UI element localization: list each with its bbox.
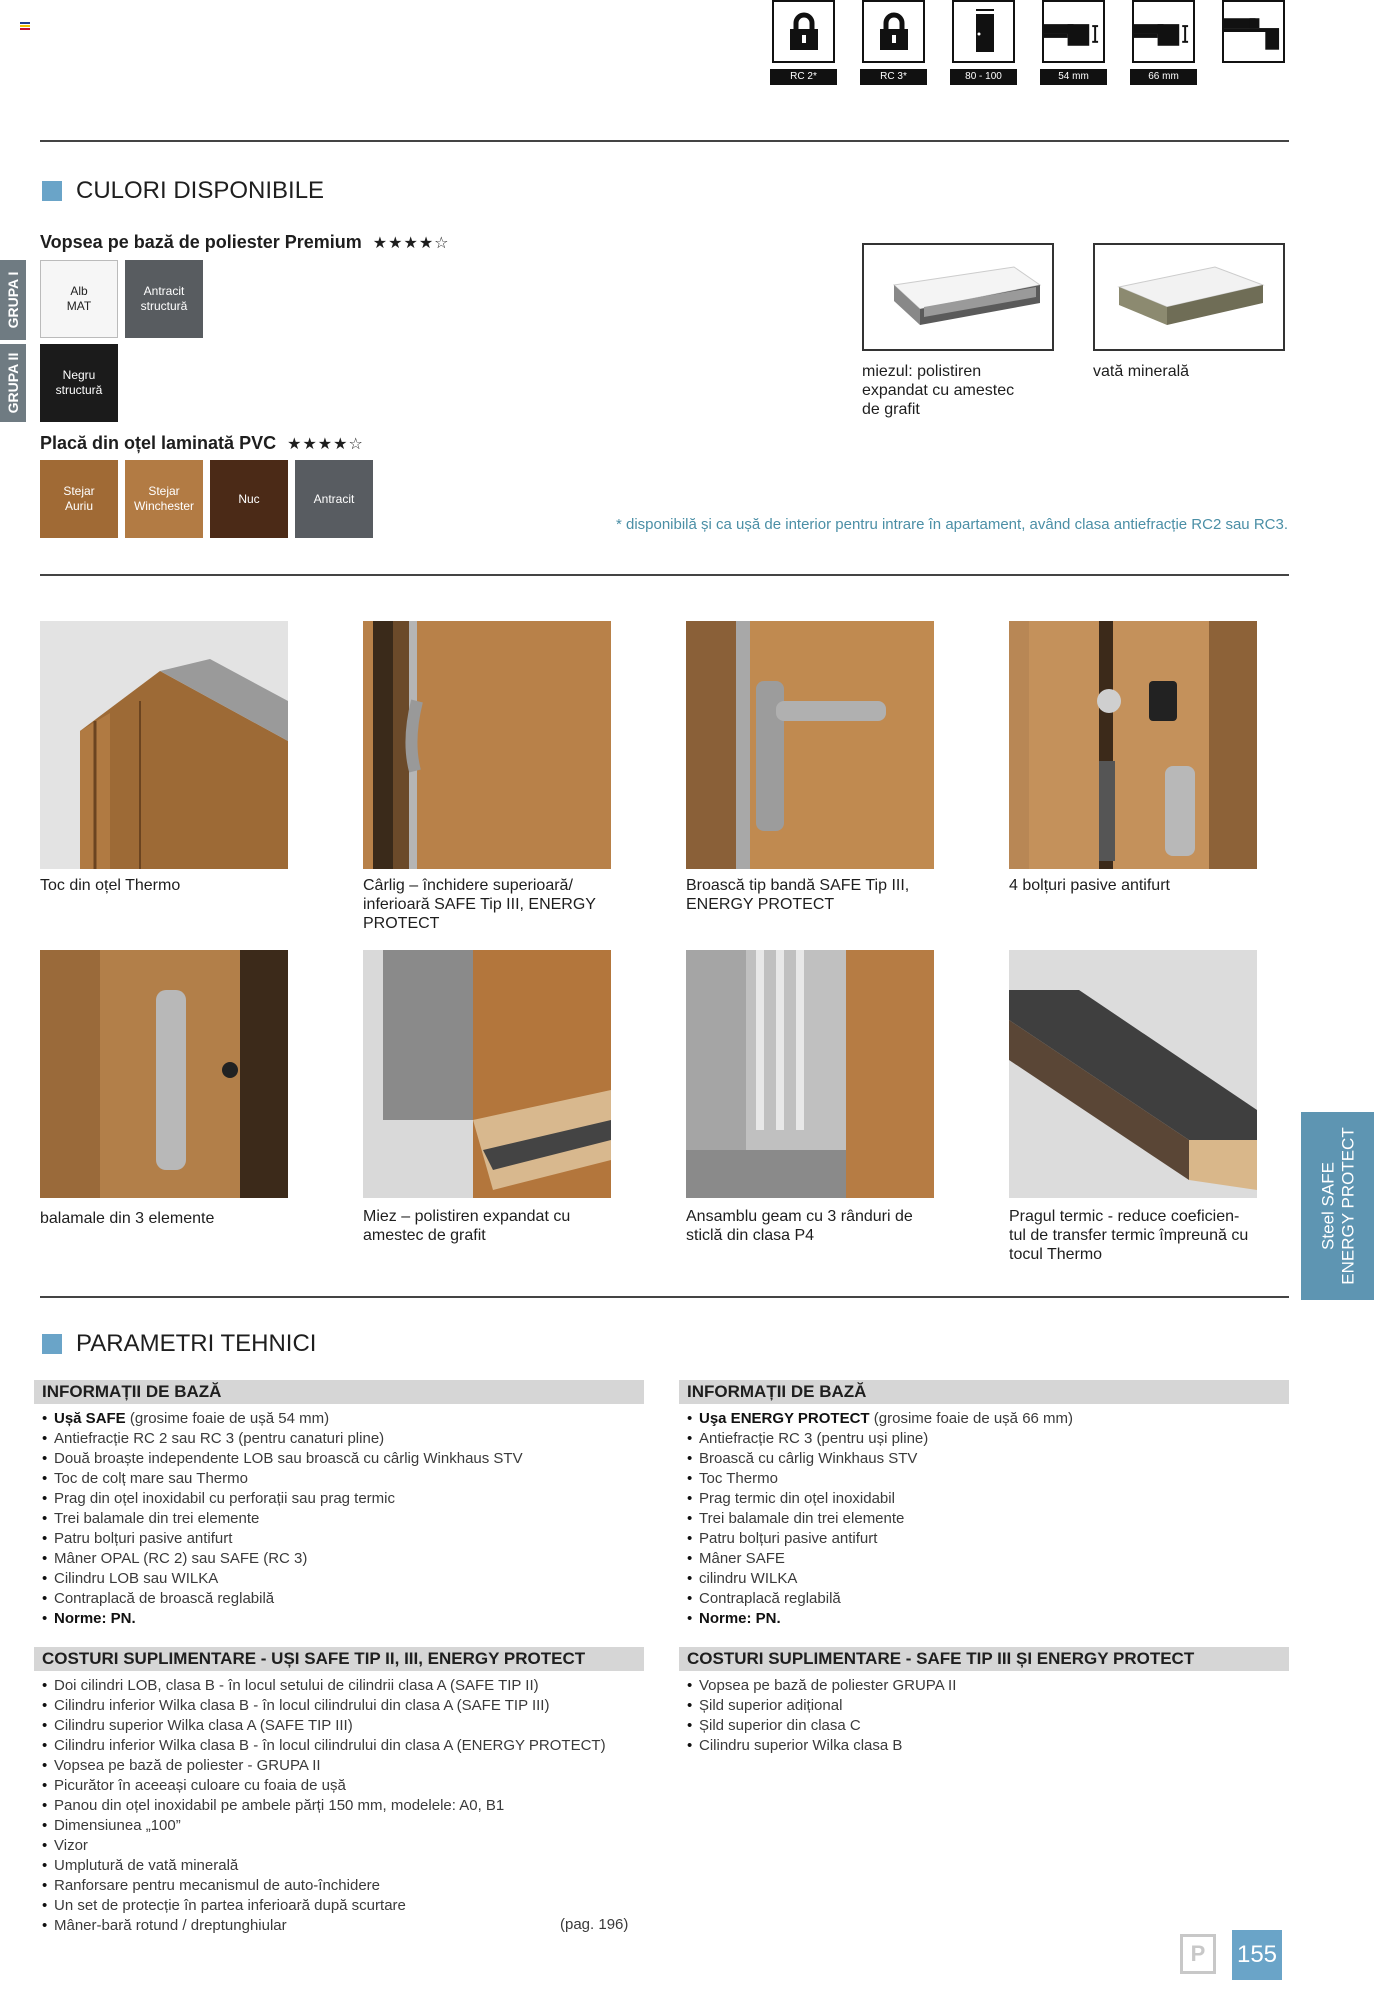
- list-item: • Antiefracție RC 2 sau RC 3 (pentru canaturi pline): [40, 1429, 640, 1449]
- list-item: [40, 1609, 640, 1629]
- feature-caption: Ansamblu geam cu 3 rânduri de sticlă din clasa P4: [686, 1208, 913, 1245]
- pvc-title-text: Placă din oțel laminată PVC: [40, 433, 277, 453]
- core-mineral-wool-image: [1093, 243, 1285, 351]
- feature-caption: Toc din oțel Thermo: [40, 877, 181, 894]
- swatch-stejar-winchester: Stejar Winchester: [125, 460, 203, 538]
- list-item: • Toc Thermo: [685, 1469, 1285, 1489]
- feature-icons-row: [770, 0, 1287, 85]
- list-item: • Mâner-bară rotund / dreptunghiular: [40, 1916, 640, 1936]
- list-item: • Șild superior din clasa C: [685, 1716, 1285, 1736]
- list-item: • Ranforsare pentru mecanismul de auto-închidere: [40, 1876, 640, 1896]
- photo-passive-bolts: [1009, 621, 1257, 869]
- list-item: • Prag din oțel inoxidabil cu perforații sau prag termic: [40, 1489, 640, 1509]
- list-item: • Două broaște independente LOB sau broască cu cârlig Winkhaus STV: [40, 1449, 640, 1469]
- list-item: [40, 1409, 640, 1429]
- feature-caption: 4 bolțuri pasive antifurt: [1009, 877, 1170, 894]
- flag-icon: [20, 22, 30, 30]
- pvc-title: [40, 433, 364, 454]
- swatch-nuc: Nuc: [210, 460, 288, 538]
- feature-caption: Broască tip bandă SAFE Tip III, ENERGY PROTECT: [686, 877, 910, 914]
- divider: [40, 574, 1289, 576]
- colors-title-text: CULORI DISPONIBILE: [76, 177, 325, 204]
- feature-caption: balamale din 3 elemente: [40, 1210, 215, 1227]
- rc3-icon-group: [860, 0, 927, 85]
- list-item: • Un set de protecție în partea inferioară după scurtare: [40, 1896, 640, 1916]
- availability-note: * disponibilă și ca ușă de interior pentru intrare în apartament, având clasa antiefracție RC2 sau RC3.: [615, 516, 1288, 533]
- leaf54-icon-group: [1040, 0, 1107, 85]
- swatch-antracit-structura: Antracit structură: [125, 260, 203, 338]
- list-item: • Patru bolțuri pasive antifurt: [685, 1529, 1285, 1549]
- photo-strip-lock: [686, 621, 934, 869]
- right-info-list: [685, 1409, 1285, 1629]
- list-item-rest: (grosime foaie de ușă 54 mm): [125, 1410, 330, 1427]
- brand-logo: P: [1180, 1934, 1216, 1974]
- list-item: • Patru bolțuri pasive antifurt: [40, 1529, 640, 1549]
- side-tab-line2: ENERGY PROTECT: [1337, 1127, 1357, 1285]
- leaf54-label: 54 mm: [1040, 69, 1107, 85]
- left-costs-list: [40, 1676, 640, 1936]
- photo-thermo-frame: [40, 621, 288, 869]
- divider: [40, 140, 1289, 142]
- list-item: • Vopsea pe bază de poliester - GRUPA II: [40, 1756, 640, 1776]
- list-item: • Toc de colț mare sau Thermo: [40, 1469, 640, 1489]
- list-item: • Umplutură de vată minerală: [40, 1856, 640, 1876]
- list-item-bold: Uşa ENERGY PROTECT: [699, 1410, 870, 1427]
- list-item: • Cilindru superior Wilka clasa A (SAFE TIP III): [40, 1716, 640, 1736]
- leaf66-label: 66 mm: [1130, 69, 1197, 85]
- list-item: • Mâner SAFE: [685, 1549, 1285, 1569]
- list-item-bold: Ușă SAFE: [54, 1410, 126, 1427]
- group1-label: GRUPA I: [5, 271, 21, 329]
- photo-hinges: [40, 950, 288, 1198]
- group1-tab: [0, 260, 26, 340]
- swatch-stejar-auriu: Stejar Auriu: [40, 460, 118, 538]
- list-item: • Broască cu cârlig Winkhaus STV: [685, 1449, 1285, 1469]
- norme-text: Norme: PN.: [699, 1610, 781, 1627]
- divider: [40, 1296, 1289, 1298]
- norme-text: Norme: PN.: [54, 1610, 136, 1627]
- rc2-label: RC 2*: [770, 69, 837, 85]
- threshold-icon: [1222, 0, 1285, 63]
- list-item: • Contraplacă reglabilă: [685, 1589, 1285, 1609]
- right-costs-title: COSTURI SUPLIMENTARE - SAFE TIP III ȘI ENERGY PROTECT: [679, 1647, 1289, 1671]
- rc2-icon-group: [770, 0, 837, 85]
- width-icon-group: [950, 0, 1017, 85]
- list-item: [685, 1409, 1285, 1429]
- right-info-title: INFORMAȚII DE BAZĂ: [679, 1380, 1289, 1404]
- left-costs-title: COSTURI SUPLIMENTARE - UȘI SAFE TIP II, III, ENERGY PROTECT: [34, 1647, 644, 1671]
- list-item: • Vizor: [40, 1836, 640, 1856]
- list-item: • Cilindru inferior Wilka clasa B - în locul cilindrului din clasa A (ENERGY PROTECT): [40, 1736, 640, 1756]
- door-width-icon: [952, 0, 1015, 63]
- page-reference: (pag. 196): [560, 1916, 629, 1933]
- list-item: • Contraplacă de broască reglabilă: [40, 1589, 640, 1609]
- door-leaf-66-icon: [1132, 0, 1195, 63]
- feature-caption: Cârlig – închidere superioară/ inferioară SAFE Tip III, ENERGY PROTECT: [363, 877, 596, 933]
- list-item-rest: (grosime foaie de ușă 66 mm): [869, 1410, 1074, 1427]
- list-item: • Cilindru inferior Wilka clasa B - în locul cilindrului din clasa A (SAFE TIP III): [40, 1696, 640, 1716]
- rc3-label: RC 3*: [860, 69, 927, 85]
- list-item: • Antiefracție RC 3 (pentru uși pline): [685, 1429, 1285, 1449]
- lock-icon: [772, 0, 835, 63]
- list-item: • Picurător în aceeași culoare cu foaia de ușă: [40, 1776, 640, 1796]
- feature-caption: Pragul termic - reduce coeficien- tul de transfer termic împreună cu tocul Thermo: [1009, 1208, 1249, 1264]
- lock-icon: [862, 0, 925, 63]
- core-polystyrene-image: [862, 243, 1054, 351]
- paint-title: [40, 232, 450, 253]
- photo-core-polystyrene: [363, 950, 611, 1198]
- width-label: 80 - 100: [950, 69, 1017, 85]
- left-info-list: [40, 1409, 640, 1629]
- star-rating: ★★★★☆: [372, 235, 450, 252]
- star-rating: ★★★★☆: [287, 436, 364, 453]
- photo-thermal-threshold: [1009, 950, 1257, 1198]
- photo-hook-lock: [363, 621, 611, 869]
- list-item: • Mâner OPAL (RC 2) sau SAFE (RC 3): [40, 1549, 640, 1569]
- swatch-antracit: Antracit: [295, 460, 373, 538]
- page-number: 155: [1232, 1930, 1282, 1980]
- list-item: • Cilindru superior Wilka clasa B: [685, 1736, 1285, 1756]
- list-item: • Prag termic din oțel inoxidabil: [685, 1489, 1285, 1509]
- core-mineral-wool-caption: vată minerală: [1093, 363, 1190, 380]
- feature-caption: Miez – polistiren expandat cu amestec de grafit: [363, 1208, 571, 1245]
- threshold-icon-group: [1220, 0, 1287, 85]
- list-item: • Trei balamale din trei elemente: [685, 1509, 1285, 1529]
- list-item: • cilindru WILKA: [685, 1569, 1285, 1589]
- side-tab-text: [1318, 1127, 1357, 1284]
- params-title-text: PARAMETRI TEHNICI: [76, 1330, 317, 1357]
- side-tab: [1301, 1112, 1374, 1300]
- list-item: [685, 1609, 1285, 1629]
- group2-label: GRUPA II: [5, 352, 21, 414]
- paint-title-text: Vopsea pe bază de poliester Premium: [40, 232, 362, 252]
- swatch-negru-structura: Negru structură: [40, 344, 118, 422]
- group2-tab: [0, 344, 26, 422]
- list-item: • Vopsea pe bază de poliester GRUPA II: [685, 1676, 1285, 1696]
- list-item: • Dimensiunea „100”: [40, 1816, 640, 1836]
- colors-section-title: [42, 177, 324, 205]
- photo-triple-glass: [686, 950, 934, 1198]
- side-tab-line1: Steel SAFE: [1317, 1162, 1337, 1250]
- section-marker: [42, 181, 62, 201]
- door-leaf-54-icon: [1042, 0, 1105, 63]
- list-item: • Șild superior adițional: [685, 1696, 1285, 1716]
- list-item: • Panou din oțel inoxidabil pe ambele părți 150 mm, modelele: A0, B1: [40, 1796, 640, 1816]
- list-item: • Trei balamale din trei elemente: [40, 1509, 640, 1529]
- params-section-title: [42, 1330, 316, 1358]
- list-item: • Cilindru LOB sau WILKA: [40, 1569, 640, 1589]
- leaf66-icon-group: [1130, 0, 1197, 85]
- right-costs-list: [685, 1676, 1285, 1756]
- left-info-title: INFORMAȚII DE BAZĂ: [34, 1380, 644, 1404]
- core-polystyrene-caption: miezul: polistiren expandat cu amestec de grafit: [862, 363, 1015, 419]
- list-item: • Doi cilindri LOB, clasa B - în locul setului de cilindrii clasa A (SAFE TIP II): [40, 1676, 640, 1696]
- section-marker: [42, 1334, 62, 1354]
- swatch-alb-mat: Alb MAT: [40, 260, 118, 338]
